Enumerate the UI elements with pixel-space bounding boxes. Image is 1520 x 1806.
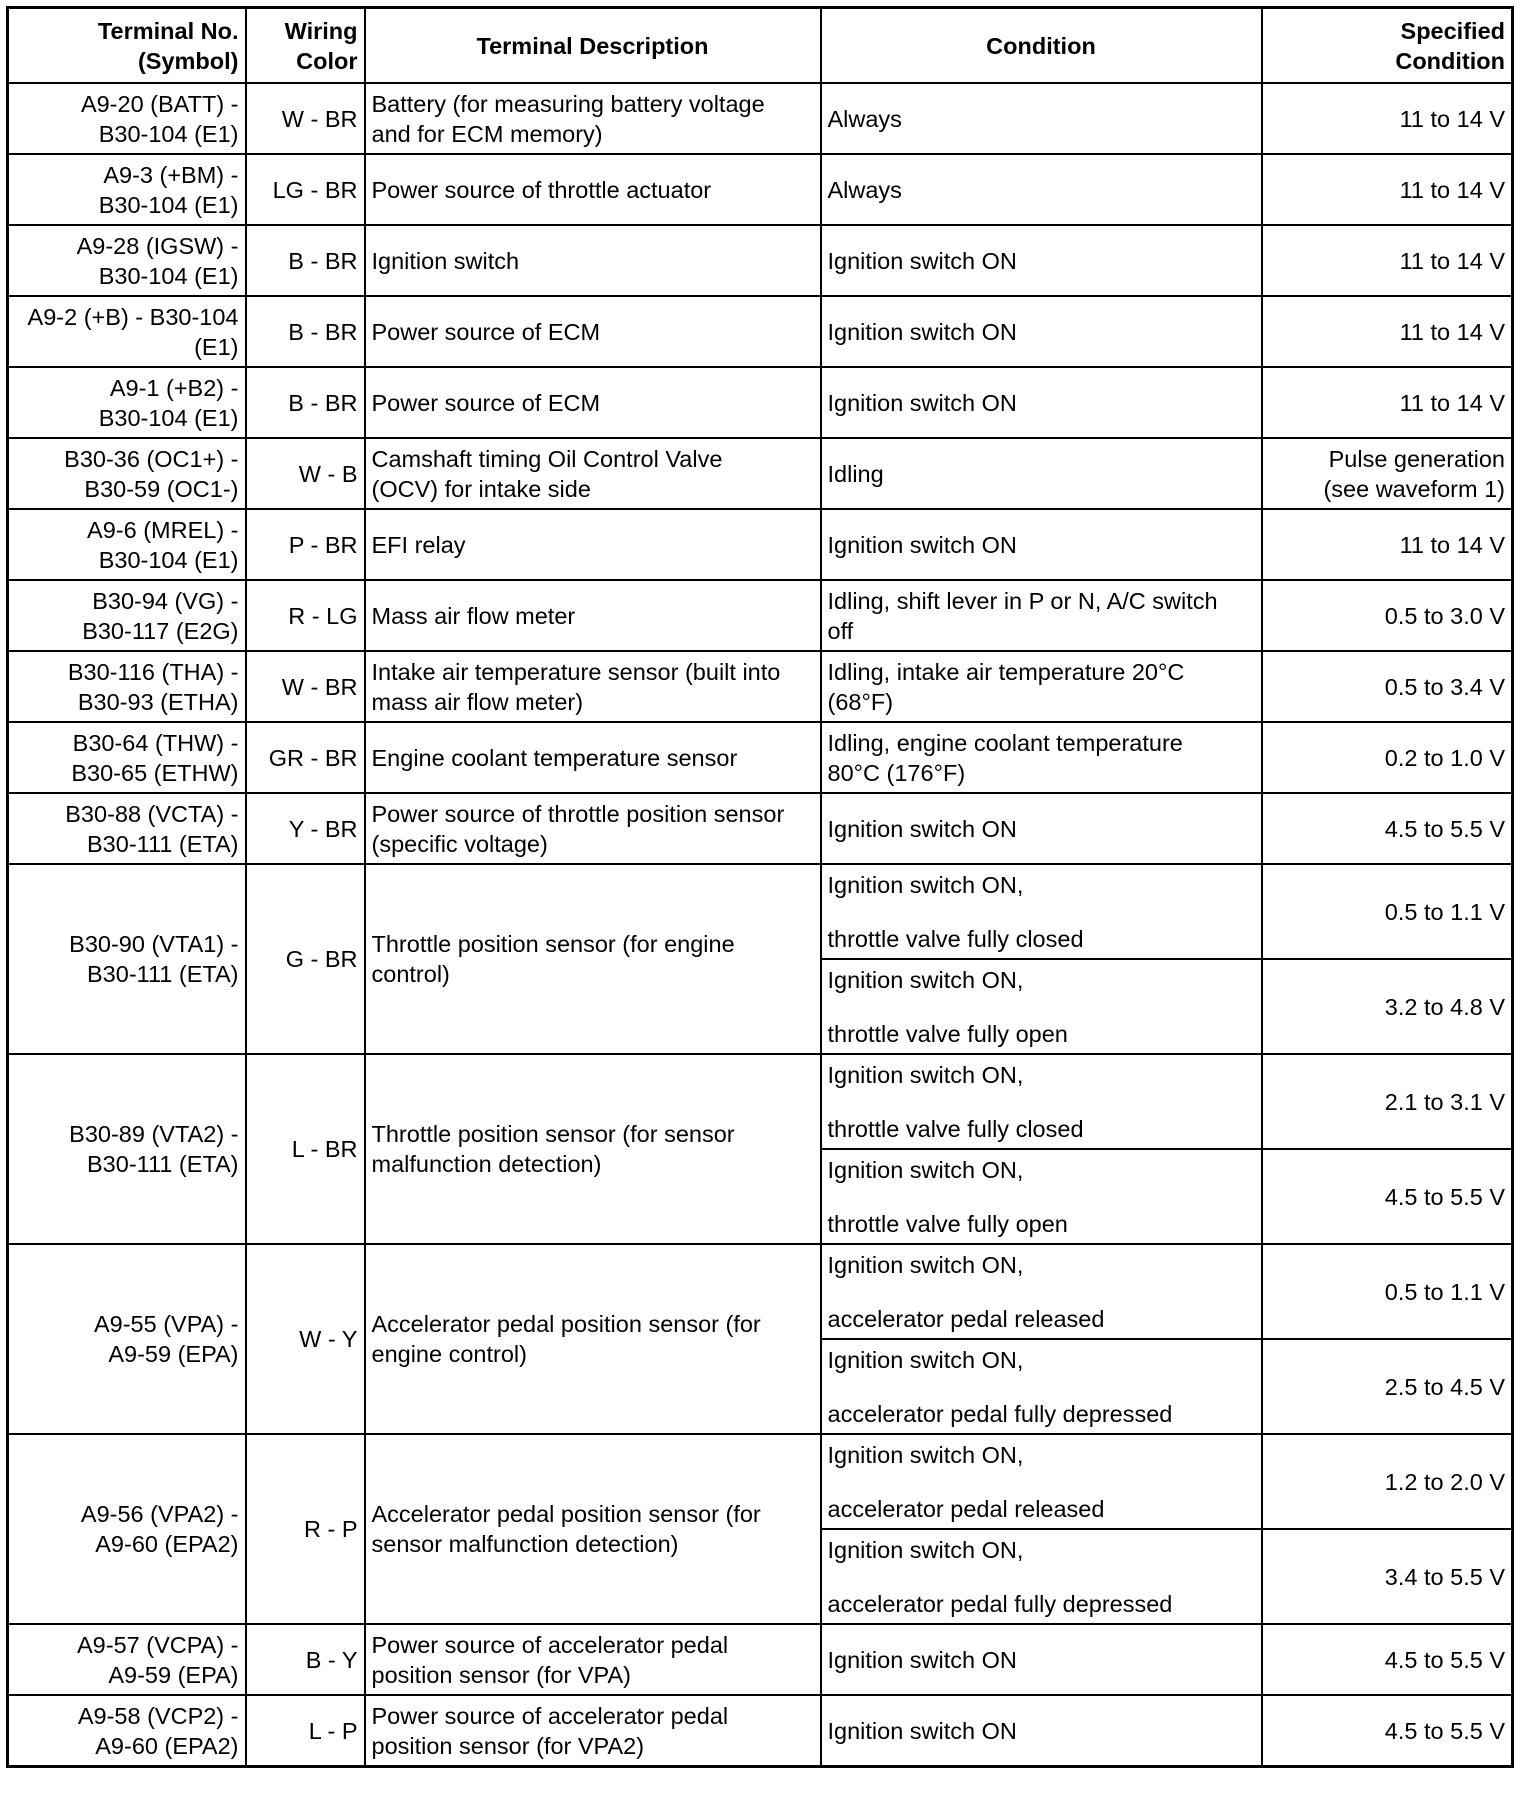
spec-cell-line: 0.5 to 1.1 V [1384, 1278, 1505, 1305]
wiring-cell-line: Y - BR [288, 815, 358, 842]
condition-cell [821, 864, 1262, 959]
condition-cell-line: Ignition switch ON, [827, 1441, 1024, 1468]
condition-cell [821, 509, 1262, 580]
wiring-cell-line: LG - BR [272, 176, 358, 203]
table-row [8, 793, 1513, 864]
terminal-cell-line: B30-111 (ETA) [87, 961, 239, 987]
description-cell-line: control) [371, 961, 450, 987]
terminal-cell-line: A9-55 (VPA) - [93, 1311, 239, 1337]
description-cell-line: Battery (for measuring battery voltage [371, 90, 765, 117]
spec-cell-line: 11 to 14 V [1399, 389, 1505, 416]
description-cell-line: Power source of ECM [371, 318, 601, 345]
spec-cell [1262, 864, 1513, 959]
header-specified-line: Condition [1395, 47, 1505, 74]
wiring-cell [246, 793, 365, 864]
condition-cell [821, 1695, 1262, 1767]
wiring-cell [246, 154, 365, 225]
wiring-cell-line: L - BR [291, 1136, 358, 1162]
spec-cell-line: 1.2 to 2.0 V [1384, 1468, 1505, 1495]
condition-cell-line: throttle valve fully closed [827, 925, 1084, 952]
terminal-cell-line: A9-6 (MREL) - [87, 516, 239, 543]
condition-cell-line: Ignition switch ON [827, 1717, 1017, 1744]
condition-cell-line: Ignition switch ON, [827, 1061, 1024, 1088]
header-specified-line: Specified [1400, 17, 1505, 44]
condition-cell-line: accelerator pedal fully depressed [827, 1400, 1173, 1427]
condition-cell-line: Ignition switch ON, [827, 1536, 1024, 1563]
terminal-cell-line: (E1) [194, 333, 239, 360]
spec-cell-line: Pulse generation [1328, 445, 1505, 472]
description-cell [365, 154, 821, 225]
condition-cell [821, 225, 1262, 296]
terminal-cell-line: A9-59 (EPA) [108, 1341, 239, 1367]
terminal-cell-line: B30-59 (OC1-) [84, 475, 239, 502]
terminal-cell-line: A9-60 (EPA2) [95, 1531, 239, 1557]
spec-cell [1262, 83, 1513, 154]
terminal-cell [8, 793, 246, 864]
condition-cell-line: Ignition switch ON [827, 815, 1017, 842]
condition-cell-line: Ignition switch ON [827, 247, 1017, 274]
table-row [8, 722, 1513, 793]
condition-cell-line: Idling, engine coolant temperature [827, 729, 1183, 756]
condition-cell-line: Ignition switch ON, [827, 1346, 1024, 1373]
spec-cell-line: 4.5 to 5.5 V [1384, 1646, 1505, 1673]
terminal-cell-line: A9-57 (VCPA) - [77, 1631, 239, 1658]
terminal-cell-line: A9-59 (EPA) [108, 1661, 239, 1688]
condition-cell-line: Ignition switch ON [827, 318, 1017, 345]
description-cell-line: Accelerator pedal position sensor (for [371, 1311, 761, 1337]
description-cell [365, 1054, 821, 1244]
description-cell [365, 651, 821, 722]
spec-cell-line: 0.5 to 3.0 V [1384, 602, 1505, 629]
terminal-cell-line: B30-111 (ETA) [87, 830, 239, 857]
terminal-cell-line: A9-1 (+B2) - [109, 374, 239, 401]
description-cell-line: engine control) [371, 1341, 527, 1367]
header-wiring-line: Color [296, 47, 358, 74]
terminal-cell [8, 722, 246, 793]
description-cell-line: Intake air temperature sensor (built into [371, 658, 781, 685]
condition-cell [821, 154, 1262, 225]
description-cell [365, 83, 821, 154]
condition-cell [821, 1434, 1262, 1529]
terminal-cell [8, 864, 246, 1054]
wiring-cell-line: B - BR [288, 247, 358, 274]
description-cell [365, 367, 821, 438]
terminal-cell [8, 438, 246, 509]
table-row [8, 651, 1513, 722]
condition-cell-line: accelerator pedal released [827, 1305, 1105, 1332]
terminal-cell-line: A9-58 (VCP2) - [77, 1702, 239, 1729]
description-cell [365, 793, 821, 864]
wiring-cell-line: B - BR [288, 389, 358, 416]
description-cell-line: Power source of accelerator pedal [371, 1631, 729, 1658]
description-cell-line: Camshaft timing Oil Control Valve [371, 445, 723, 472]
spec-cell [1262, 1244, 1513, 1339]
terminal-cell-line: B30-36 (OC1+) - [64, 445, 239, 472]
condition-cell-line: Ignition switch ON [827, 1646, 1017, 1673]
wiring-cell [246, 438, 365, 509]
wiring-cell [246, 296, 365, 367]
condition-cell [821, 83, 1262, 154]
condition-cell-line: Ignition switch ON [827, 531, 1017, 558]
table-row [8, 1054, 1513, 1149]
description-cell [365, 1434, 821, 1624]
table-row [8, 154, 1513, 225]
wiring-cell [246, 1695, 365, 1767]
table-row [8, 367, 1513, 438]
description-cell-line: Ignition switch [371, 247, 520, 274]
spec-cell-line: 11 to 14 V [1399, 318, 1505, 345]
spec-cell-line: 0.5 to 1.1 V [1384, 898, 1505, 925]
terminal-cell [8, 367, 246, 438]
spec-cell [1262, 154, 1513, 225]
wiring-cell [246, 1624, 365, 1695]
terminal-cell-line: A9-60 (EPA2) [95, 1732, 239, 1759]
table-row [8, 509, 1513, 580]
description-cell-line: EFI relay [371, 531, 466, 558]
table-row [8, 1624, 1513, 1695]
terminal-cell [8, 225, 246, 296]
terminal-cell [8, 1624, 246, 1695]
description-cell [365, 509, 821, 580]
spec-cell-line: 0.5 to 3.4 V [1384, 673, 1505, 700]
condition-cell [821, 1624, 1262, 1695]
spec-cell-line: 11 to 14 V [1399, 247, 1505, 274]
spec-cell [1262, 1339, 1513, 1434]
terminal-cell-line: B30-104 (E1) [98, 120, 239, 147]
spec-cell-line: 2.5 to 4.5 V [1384, 1373, 1505, 1400]
spec-cell-line: 11 to 14 V [1399, 176, 1505, 203]
spec-cell-line: 4.5 to 5.5 V [1384, 815, 1505, 842]
terminal-cell-line: A9-3 (+BM) - [103, 161, 239, 188]
condition-cell [821, 793, 1262, 864]
condition-cell-line: Ignition switch ON, [827, 1251, 1024, 1278]
header-condition: Condition [821, 8, 1262, 84]
terminal-cell [8, 154, 246, 225]
description-cell [365, 864, 821, 1054]
condition-cell [821, 651, 1262, 722]
condition-cell [821, 367, 1262, 438]
wiring-cell-line: W - BR [281, 105, 358, 132]
ecm-terminal-table [6, 6, 1514, 1768]
wiring-cell [246, 651, 365, 722]
description-cell-line: Power source of ECM [371, 389, 601, 416]
terminal-cell-line: B30-111 (ETA) [87, 1151, 239, 1177]
condition-cell-line: Ignition switch ON [827, 389, 1017, 416]
wiring-cell-line: B - BR [288, 318, 358, 345]
header-terminal-line: (Symbol) [137, 47, 239, 74]
header-terminal-line: Terminal No. [97, 17, 239, 44]
description-cell-line: Throttle position sensor (for engine [371, 931, 735, 957]
spec-cell [1262, 367, 1513, 438]
wiring-cell-line: W - Y [299, 1326, 358, 1352]
spec-cell-line: (see waveform 1) [1323, 475, 1505, 502]
terminal-cell-line: B30-89 (VTA2) - [69, 1121, 239, 1147]
spec-cell [1262, 580, 1513, 651]
table-row [8, 438, 1513, 509]
wiring-cell [246, 1244, 365, 1434]
wiring-cell [246, 580, 365, 651]
wiring-cell-line: R - LG [288, 602, 358, 629]
spec-cell [1262, 793, 1513, 864]
table-row [8, 580, 1513, 651]
table-row [8, 296, 1513, 367]
terminal-cell [8, 580, 246, 651]
terminal-cell [8, 509, 246, 580]
terminal-cell-line: B30-116 (THA) - [67, 658, 239, 685]
description-cell-line: position sensor (for VPA) [371, 1661, 631, 1688]
description-cell [365, 1624, 821, 1695]
wiring-cell-line: W - B [298, 460, 358, 487]
wiring-cell-line: L - P [308, 1717, 358, 1744]
condition-cell-line: Ignition switch ON, [827, 966, 1024, 993]
condition-cell-line: off [827, 617, 854, 644]
wiring-cell-line: B - Y [305, 1646, 358, 1673]
terminal-cell-line: A9-28 (IGSW) - [76, 232, 239, 259]
table-row [8, 1244, 1513, 1339]
description-cell-line: Accelerator pedal position sensor (for [371, 1501, 761, 1527]
spec-cell [1262, 1054, 1513, 1149]
table-row [8, 1434, 1513, 1529]
description-cell-line: position sensor (for VPA2) [371, 1732, 645, 1759]
description-cell-line: Mass air flow meter [371, 602, 576, 629]
spec-cell-line: 4.5 to 5.5 V [1384, 1717, 1505, 1744]
wiring-cell-line: R - P [303, 1516, 358, 1542]
description-cell-line: Engine coolant temperature sensor [371, 744, 738, 771]
spec-cell [1262, 296, 1513, 367]
table-row [8, 1695, 1513, 1767]
terminal-cell-line: B30-90 (VTA1) - [69, 931, 239, 957]
terminal-cell-line: B30-104 (E1) [98, 404, 239, 431]
spec-cell-line: 3.2 to 4.8 V [1384, 993, 1505, 1020]
description-cell [365, 580, 821, 651]
description-cell-line: (specific voltage) [371, 830, 548, 857]
wiring-cell [246, 83, 365, 154]
spec-cell-line: 11 to 14 V [1399, 531, 1505, 558]
terminal-cell-line: B30-104 (E1) [98, 546, 239, 573]
wiring-cell [246, 509, 365, 580]
spec-cell [1262, 651, 1513, 722]
condition-cell-line: Ignition switch ON, [827, 871, 1024, 898]
terminal-cell-line: B30-104 (E1) [98, 262, 239, 289]
condition-cell-line: Always [827, 176, 902, 203]
spec-cell-line: 3.4 to 5.5 V [1384, 1563, 1505, 1590]
table-body [8, 83, 1513, 1767]
header-wiring [246, 8, 365, 84]
spec-cell [1262, 1529, 1513, 1624]
table-row [8, 83, 1513, 154]
spec-cell [1262, 509, 1513, 580]
condition-cell-line: accelerator pedal fully depressed [827, 1590, 1173, 1617]
description-cell [365, 1695, 821, 1767]
header-row [8, 8, 1513, 84]
terminal-cell-line: B30-64 (THW) - [72, 729, 239, 756]
description-cell-line: Throttle position sensor (for sensor [371, 1121, 735, 1147]
description-cell [365, 296, 821, 367]
spec-cell [1262, 1624, 1513, 1695]
condition-cell [821, 1149, 1262, 1244]
terminal-cell-line: A9-56 (VPA2) - [80, 1501, 239, 1527]
spec-cell-line: 11 to 14 V [1399, 105, 1505, 132]
terminal-cell [8, 651, 246, 722]
description-cell-line: sensor malfunction detection) [371, 1531, 679, 1557]
condition-cell-line: throttle valve fully open [827, 1020, 1068, 1047]
wiring-cell [246, 1054, 365, 1244]
spec-cell [1262, 225, 1513, 296]
condition-cell-line: Always [827, 105, 902, 132]
spec-cell-line: 0.2 to 1.0 V [1384, 744, 1505, 771]
terminal-cell [8, 1054, 246, 1244]
description-cell-line: (OCV) for intake side [371, 475, 591, 502]
terminal-cell [8, 83, 246, 154]
description-cell-line: Power source of throttle position sensor [371, 800, 785, 827]
condition-cell [821, 580, 1262, 651]
condition-cell-line: 80°C (176°F) [827, 759, 966, 786]
terminal-cell-line: B30-117 (E2G) [82, 617, 239, 644]
spec-cell-line: 4.5 to 5.5 V [1384, 1183, 1505, 1210]
terminal-cell-line: B30-65 (ETHW) [71, 759, 239, 786]
condition-cell-line: Ignition switch ON, [827, 1156, 1024, 1183]
description-cell [365, 225, 821, 296]
condition-cell [821, 1244, 1262, 1339]
terminal-cell-line: A9-2 (+B) - B30-104 [27, 303, 239, 330]
header-specified [1262, 8, 1513, 84]
table-row [8, 225, 1513, 296]
wiring-cell [246, 1434, 365, 1624]
description-cell-line: malfunction detection) [371, 1151, 602, 1177]
condition-cell-line: Idling [827, 460, 884, 487]
description-cell-line: Power source of throttle actuator [371, 176, 712, 203]
header-terminal [8, 8, 246, 84]
condition-cell [821, 296, 1262, 367]
description-cell [365, 1244, 821, 1434]
spec-cell [1262, 959, 1513, 1054]
spec-cell [1262, 1434, 1513, 1529]
condition-cell [821, 959, 1262, 1054]
terminal-cell-line: B30-104 (E1) [98, 191, 239, 218]
wiring-cell-line: W - BR [281, 673, 358, 700]
condition-cell [821, 722, 1262, 793]
spec-cell [1262, 722, 1513, 793]
condition-cell [821, 1529, 1262, 1624]
terminal-cell-line: B30-88 (VCTA) - [65, 800, 239, 827]
spec-cell-line: 2.1 to 3.1 V [1384, 1088, 1505, 1115]
condition-cell-line: throttle valve fully closed [827, 1115, 1084, 1142]
condition-cell-line: Idling, intake air temperature 20°C [827, 658, 1185, 685]
terminal-cell [8, 1244, 246, 1434]
spec-cell [1262, 438, 1513, 509]
description-cell [365, 438, 821, 509]
condition-cell-line: accelerator pedal released [827, 1495, 1105, 1522]
condition-cell [821, 1054, 1262, 1149]
terminal-cell-line: B30-94 (VG) - [92, 587, 239, 614]
wiring-cell-line: GR - BR [268, 744, 358, 771]
description-cell-line: Power source of accelerator pedal [371, 1702, 729, 1729]
spec-cell [1262, 1149, 1513, 1244]
spec-cell [1262, 1695, 1513, 1767]
terminal-cell [8, 296, 246, 367]
condition-cell [821, 1339, 1262, 1434]
wiring-cell [246, 367, 365, 438]
description-cell-line: mass air flow meter) [371, 688, 584, 715]
wiring-cell [246, 225, 365, 296]
terminal-cell-line: A9-20 (BATT) - [80, 90, 239, 117]
wiring-cell-line: G - BR [285, 946, 358, 972]
header-wiring-line: Wiring [284, 17, 358, 44]
description-cell-line: and for ECM memory) [371, 120, 603, 147]
condition-cell [821, 438, 1262, 509]
condition-cell-line: (68°F) [827, 688, 894, 715]
header-description: Terminal Description [365, 8, 821, 84]
condition-cell-line: Idling, shift lever in P or N, A/C switch [827, 587, 1218, 614]
description-cell [365, 722, 821, 793]
terminal-cell-line: B30-93 (ETHA) [77, 688, 239, 715]
wiring-cell [246, 722, 365, 793]
terminal-cell [8, 1434, 246, 1624]
terminal-cell [8, 1695, 246, 1767]
wiring-cell [246, 864, 365, 1054]
wiring-cell-line: P - BR [288, 531, 358, 558]
condition-cell-line: throttle valve fully open [827, 1210, 1068, 1237]
table-row [8, 864, 1513, 959]
